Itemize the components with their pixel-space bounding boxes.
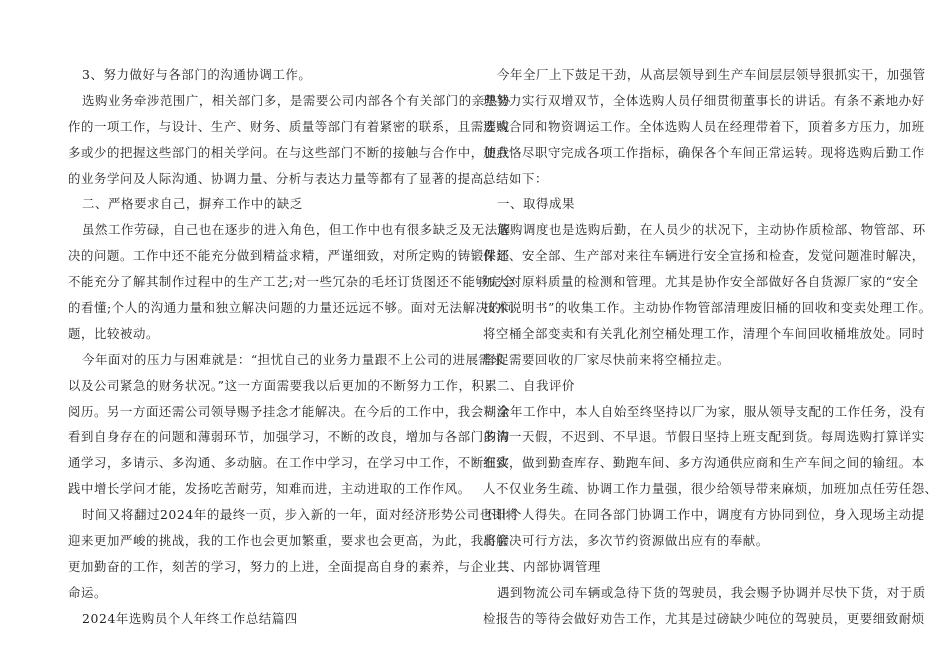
- paragraph-line: 命运。: [68, 584, 107, 600]
- paragraph-line: 时间又将翻过2024年的最终一页，步入新的一年，面对经济形势公司也即将: [82, 507, 519, 523]
- paragraph-line: 加大对原料质量的检测和管理。尤其是协作安全部做好各自货源厂家的“安全: [483, 274, 919, 290]
- paragraph-line: 题，比较被动。: [68, 325, 159, 341]
- paragraph-line: 决的问题。工作中还不能充分做到精益求精，严谨细致，对所定购的铸锻件还: [68, 248, 510, 264]
- list-heading-3: 3、努力做好与各部门的沟通协调工作。: [82, 67, 312, 82]
- paragraph-line: 更加勤奋的工作，刻苦的学习，努力的上进，全面提高自身的素养，与企业共: [68, 558, 510, 574]
- paragraph-line: 遇到物流公司车辆或急待下货的驾驶员，我会赐予协调并尽快下货，对于质: [497, 584, 926, 600]
- paragraph-line: 看到自身存在的问题和薄弱环节，加强学习，不断的改良，增加与各部门的沟: [68, 429, 510, 445]
- section-heading-2: 二、严格要求自己，摒弃工作中的缺乏: [82, 196, 303, 212]
- paragraph-line: 选购业务牵涉范围广，相关部门多，是需要公司内部各个有关部门的亲热协: [82, 92, 511, 108]
- paragraph-line: 多请一天假，不迟到、不早退。节假日坚持上班支配到货。每周选购打算详实: [483, 429, 925, 445]
- paragraph-line: 技术说明书”的收集工作。主动协作物管部清理废旧桶的回收和变卖处理工作。: [483, 300, 932, 316]
- paragraph-line: 作的一项工作，与设计、生产、财务、质量等部门有着紧密的联系，且需要或: [68, 118, 510, 134]
- paragraph-line: 践中增长学问才能，发扬吃苦耐劳，知难而进，主动进取的工作作风。: [68, 481, 471, 497]
- paragraph-line: 加点恪尽职守完成各项工作指标，确保各个车间正常运转。现将选购后勤工作: [483, 144, 925, 160]
- paragraph-line: 总结如下：: [483, 170, 548, 186]
- paragraph-line: 出解决可行方法，多次节约资源做出应有的奉献。: [483, 533, 769, 549]
- paragraph-line: 迎来更加严峻的挑战，我的工作也会更加繁重，要求也会更高，为此，我将会: [68, 533, 510, 549]
- section-heading-2: 二、自我评价: [497, 377, 575, 393]
- paragraph-line: 不能充分了解其制作过程中的生产工艺;对一些冗杂的毛坯订货图还不能够完全: [68, 274, 515, 290]
- paragraph-line: 保部、安全部、生产部对来往车辆进行安全宣扬和检查，发觉问题准时解决，: [483, 248, 925, 264]
- paragraph-line: 全年工作中，本人自始至终坚持以厂为家，服从领导支配的工作任务，没有: [497, 403, 926, 419]
- paragraph-line: 理努力实行双增双节，全体选购人员仔细贯彻董事长的讲话。有条不紊地办好: [483, 92, 925, 108]
- paragraph-line: 不计个人得失。在同各部门协调工作中，调度有方协同到位，身入现场主动提: [483, 507, 925, 523]
- right-column: [483, 62, 938, 632]
- paragraph-line: 以及公司紧急的财务状况。”这一方面需要我以后更加的不断努力工作，积累: [68, 377, 498, 393]
- paragraph-line: 阅历。另一方面还需公司领导赐予挂念才能解决。在今后的工作中，我会糊涂: [68, 403, 510, 419]
- paragraph-line: 通学习，多请示、多沟通、多动脑。在工作中学习，在学习中工作，不断在实: [68, 455, 510, 471]
- paragraph-line: 虽然工作劳碌，自己也在逐步的进入角色，但工作中也有很多缺乏及无法解: [82, 222, 511, 238]
- paragraph-line: 选购调度也是选购后勤，在人员少的状况下，主动协作质检部、物管部、环: [497, 222, 926, 238]
- section-heading-3: 三、内部协调管理: [497, 558, 601, 574]
- paragraph-line: 今年全厂上下鼓足干劲，从高层领导到生产车间层层领导狠抓实干，加强管: [497, 67, 926, 82]
- paragraph-line: 多或少的把握这些部门的相关学问。在与这些部门不断的接触与合作中，使我: [68, 144, 510, 160]
- article-title: 2024年选购员个人年终工作总结篇四: [82, 610, 298, 626]
- paragraph-line: 人不仅业务生疏、协调工作力量强，很少给领导带来麻烦，加班加点任劳任怨、: [483, 481, 938, 497]
- paragraph-line: 细致，做到勤查库存、勤跑车间、多方沟通供应商和生产车间之间的输纽。本: [483, 455, 925, 471]
- paragraph-line: 将空桶全部变卖和有关乳化剂空桶处理工作，清理个车间回收桶堆放处。同时: [483, 325, 925, 341]
- paragraph-line: 今年面对的压力与困难就是：“担忧自己的业务力量跟不上公司的进展需求: [82, 351, 505, 367]
- paragraph-line: 的业务学问及人际沟通、协调力量、分析与表达力量等都有了显著的提高。: [68, 170, 497, 186]
- paragraph-line: 选购合同和物资调运工作。全体选购人员在经理带着下，顶着多方压力，加班: [483, 118, 925, 134]
- paragraph-line: 的看懂;个人的沟通力量和独立解决问题的力量还远远不够。面对无法解决的问: [68, 300, 515, 316]
- paragraph-line: 督促需要回收的厂家尽快前来将空桶拉走。: [483, 351, 730, 367]
- paragraph-line: 检报告的等待会做好劝告工作，尤其是过磅缺少吨位的驾驶员，更要细致耐烦: [483, 610, 925, 626]
- section-heading-1: 一、取得成果: [497, 196, 575, 212]
